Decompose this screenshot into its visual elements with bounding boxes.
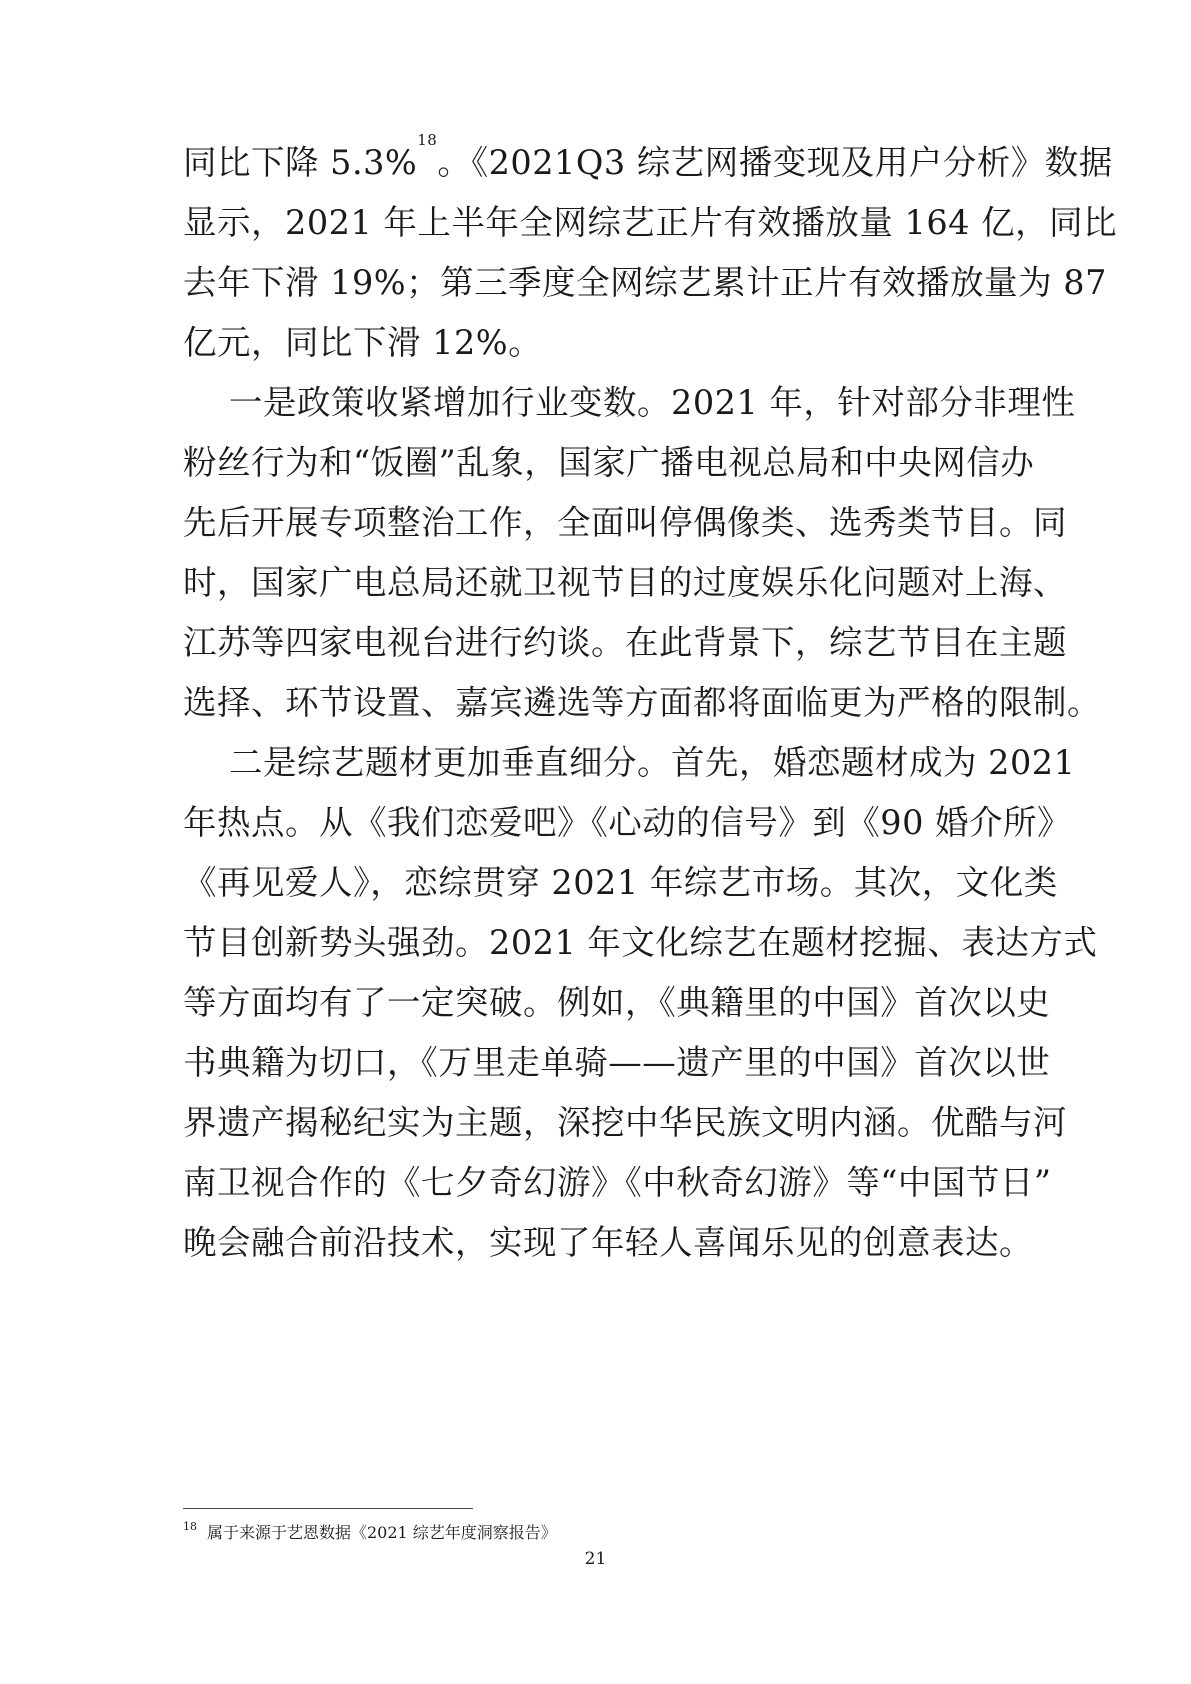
footnote-separator xyxy=(183,1508,473,1509)
paragraph-line-19: 晚会融合前沿技术，实现了年轻人喜闻乐见的创意表达。 xyxy=(183,1223,1033,1262)
paragraph-line-10: 选择、环节设置、嘉宾遴选等方面都将面临更为严格的限制。 xyxy=(183,683,1101,722)
footnote-mark: 18 xyxy=(183,1520,197,1533)
text-segment: 同比下降 5.3% xyxy=(183,143,418,182)
paragraph-line-4: 亿元，同比下滑 12%。 xyxy=(183,323,543,362)
footnote-text: 属于来源于艺恩数据《2021 综艺年度洞察报告》 xyxy=(207,1523,557,1542)
paragraph-line-17: 界遗产揭秘纪实为主题，深挖中华民族文明内涵。优酷与河 xyxy=(183,1103,1067,1142)
paragraph-line-11: 二是综艺题材更加垂直细分。首先，婚恋题材成为 2021 xyxy=(229,743,1076,782)
paragraph-line-16: 书典籍为切口，《万里走单骑——遗产里的中国》首次以世 xyxy=(183,1043,1051,1082)
paragraph-line-3: 去年下滑 19%；第三季度全网综艺累计正片有效播放量为 87 xyxy=(183,263,1107,302)
paragraph-line-6: 粉丝行为和“饭圈”乱象，国家广播电视总局和中央网信办 xyxy=(183,443,1035,482)
paragraph-line-12: 年热点。从《我们恋爱吧》《心动的信号》到《90 婚介所》 xyxy=(183,803,1072,842)
paragraph-line-13: 《再见爱人》，恋综贯穿 2021 年综艺市场。其次，文化类 xyxy=(183,863,1058,902)
paragraph-line-5: 一是政策收紧增加行业变数。2021 年，针对部分非理性 xyxy=(229,383,1076,422)
paragraph-line-9: 江苏等四家电视台进行约谈。在此背景下，综艺节目在主题 xyxy=(183,623,1067,662)
paragraph-line-7: 先后开展专项整治工作，全面叫停偶像类、选秀类节目。同 xyxy=(183,503,1067,542)
text-segment: 。 xyxy=(437,143,472,182)
paragraph-line-2: 显示，2021 年上半年全网综艺正片有效播放量 164 亿，同比 xyxy=(183,203,1118,242)
footnote xyxy=(183,1522,557,1544)
page-number: 21 xyxy=(584,1549,607,1569)
paragraph-line-1 xyxy=(183,131,1113,193)
paragraph-line-15: 等方面均有了一定突破。例如，《典籍里的中国》首次以史 xyxy=(183,983,1051,1022)
paragraph-line-14: 节目创新势头强劲。2021 年文化综艺在题材挖掘、表达方式 xyxy=(183,923,1098,962)
text-segment: 《2021Q3 综艺网播变现及用户分析》数据 xyxy=(471,143,1113,182)
paragraph-line-18: 南卫视合作的《七夕奇幻游》《中秋奇幻游》等“中国节日” xyxy=(183,1163,1052,1202)
paragraph-line-8: 时，国家广电总局还就卫视节目的过度娱乐化问题对上海、 xyxy=(183,563,1067,602)
footnote-reference[interactable]: 18 xyxy=(417,131,438,149)
